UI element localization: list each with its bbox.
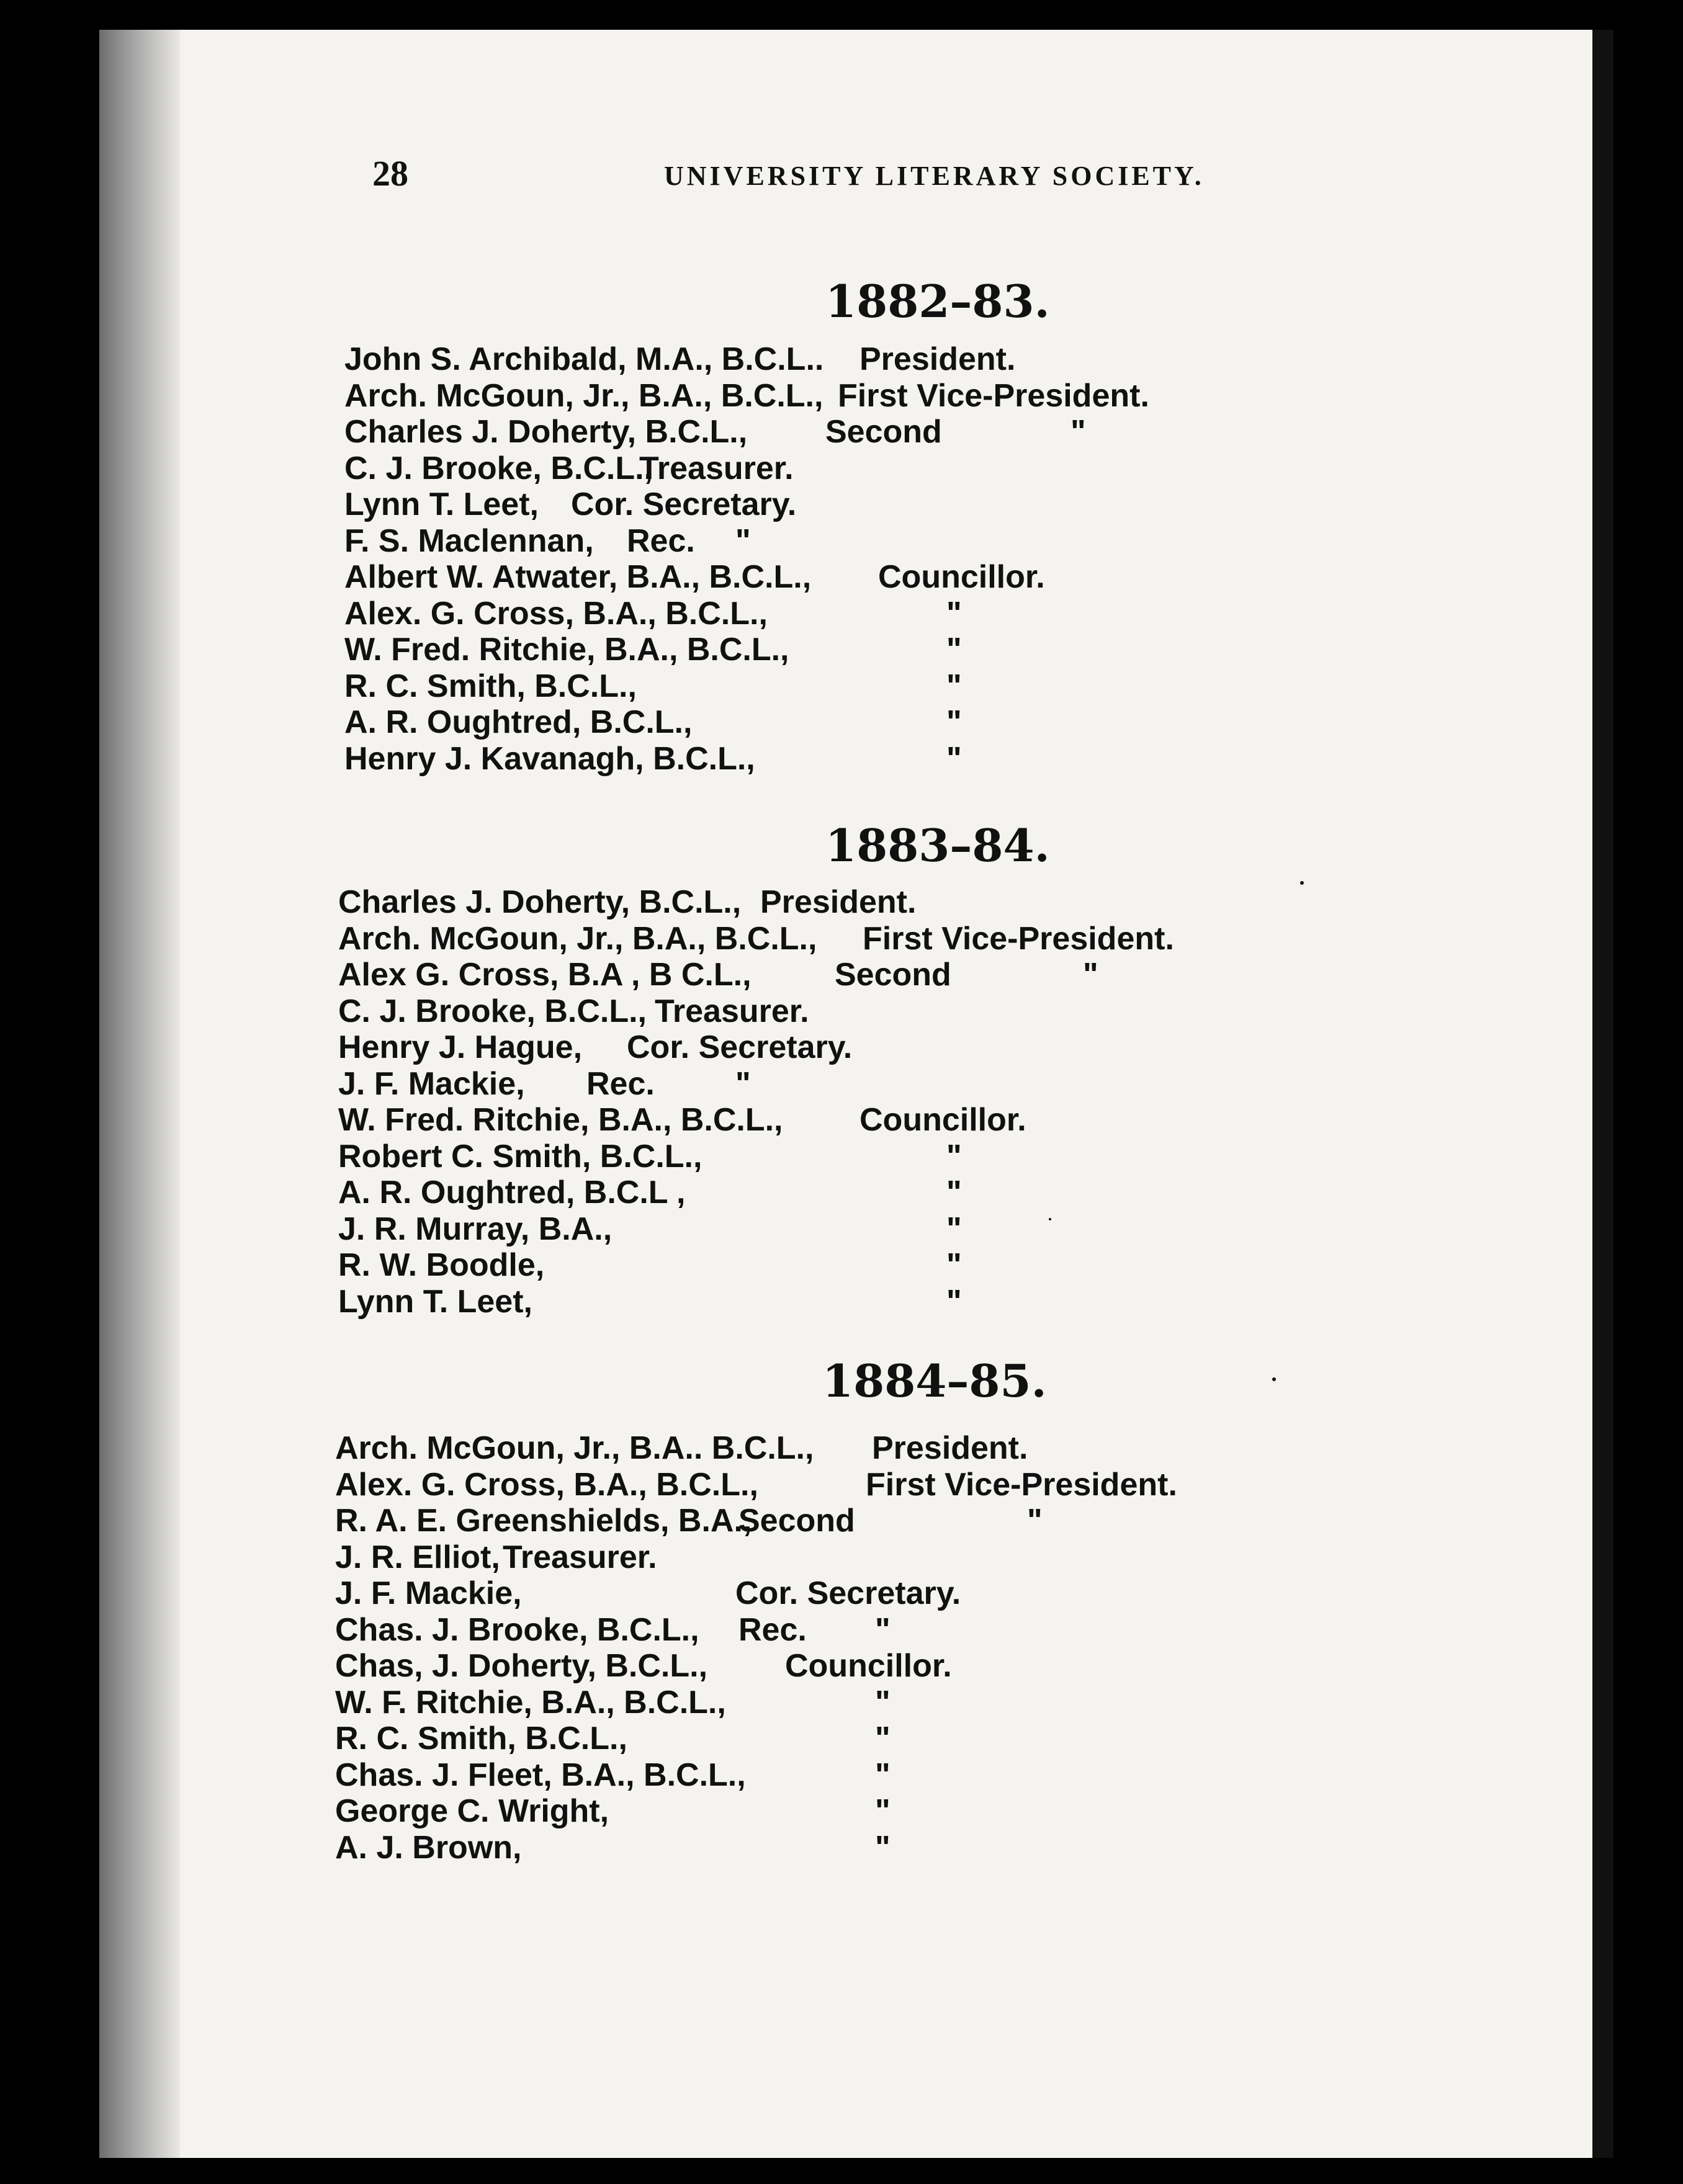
officer-role: President.: [859, 341, 1016, 377]
officer-name: Lynn T. Leet,: [338, 1283, 532, 1320]
officer-entry: [99, 667, 1589, 705]
officer-role: Councillor.: [878, 559, 1045, 595]
ditto-mark: ": [946, 704, 962, 740]
ditto-mark: ": [875, 1757, 891, 1793]
officer-name: R. W. Boodle,: [338, 1247, 545, 1283]
ditto-mark: ": [735, 522, 751, 559]
officer-role: President.: [760, 884, 917, 920]
officer-role: First Vice-President.: [863, 920, 1174, 957]
officer-entry: [99, 992, 1589, 1031]
officer-role: First Vice-President.: [866, 1466, 1177, 1503]
officer-name: W. Fred. Ritchie, B.A., B.C.L.,: [338, 1102, 783, 1138]
officer-name: Henry J. Kavanagh, B.C.L.,: [344, 740, 755, 777]
officer-role: Cor. Secretary.: [735, 1575, 961, 1611]
section-year-heading: 1882–83.: [825, 275, 1050, 328]
ditto-mark: ": [946, 1211, 962, 1247]
ditto-mark: ": [875, 1829, 891, 1866]
ditto-mark: ": [1070, 414, 1086, 450]
officer-role: Second: [825, 414, 942, 450]
officer-entry: [99, 413, 1589, 451]
officer-role: First Vice-President.: [838, 377, 1149, 414]
ditto-mark: ": [946, 668, 962, 704]
officer-name: R. C. Smith, B.C.L.,: [335, 1721, 627, 1757]
officer-role: President.: [872, 1430, 1028, 1466]
officer-role: Second: [835, 957, 951, 993]
officer-role: Cor. Secretary.: [571, 486, 797, 522]
officer-name: Alex G. Cross, B.A , B C.L.,: [338, 957, 752, 993]
ditto-mark: ": [946, 632, 962, 668]
officer-name: George C. Wright,: [335, 1793, 609, 1829]
officer-entry: [99, 1246, 1589, 1284]
officer-name: Albert W. Atwater, B.A., B.C.L.,: [344, 559, 812, 595]
officer-role: Rec.: [586, 1065, 655, 1102]
officer-name: Alex. G. Cross, B.A., B.C.L.,: [335, 1466, 758, 1503]
officer-entry: [99, 1282, 1589, 1321]
officer-name: J. F. Mackie,: [338, 1065, 525, 1102]
section-year-heading: 1884–85.: [822, 1354, 1047, 1407]
officer-entry: [99, 883, 1589, 921]
officer-name: John S. Archibald, M.A., B.C.L..: [344, 341, 824, 377]
ditto-mark: ": [875, 1721, 891, 1757]
officer-name: Chas. J. Fleet, B.A., B.C.L.,: [335, 1757, 746, 1793]
officer-entry: [99, 1101, 1589, 1139]
officer-entry: [99, 449, 1589, 488]
officer-entry: [99, 1028, 1589, 1067]
officer-entry: [99, 558, 1589, 596]
officer-name: Charles J. Doherty, B.C.L.,: [344, 414, 748, 450]
officer-name: Arch. McGoun, Jr., B.A.. B.C.L.,: [335, 1430, 814, 1466]
ditto-mark: ": [735, 1065, 751, 1102]
officer-name: Alex. G. Cross, B.A., B.C.L.,: [344, 595, 768, 632]
officer-name: Robert C. Smith, B.C.L.,: [338, 1138, 702, 1175]
officer-role: Treasurer.: [655, 993, 809, 1029]
officer-name: J. F. Mackie,: [335, 1575, 522, 1611]
officer-entry: [99, 1719, 1589, 1758]
officer-entry: [99, 740, 1589, 778]
officer-entry: [99, 1065, 1589, 1103]
officer-entry: [99, 1429, 1589, 1467]
officer-name: Charles J. Doherty, B.C.L.,: [338, 884, 742, 920]
ditto-mark: ": [946, 740, 962, 777]
ditto-mark: ": [875, 1793, 891, 1829]
officer-role: Cor. Secretary.: [627, 1029, 853, 1065]
officer-entry: [99, 594, 1589, 633]
officer-entry: [99, 956, 1589, 994]
officer-name: Lynn T. Leet,: [344, 486, 539, 522]
officer-name: A. R. Oughtred, B.C.L ,: [338, 1175, 686, 1211]
book-page: [99, 30, 1613, 2158]
officer-name: Chas. J. Brooke, B.C.L.,: [335, 1611, 699, 1648]
officer-entry: [99, 1210, 1589, 1248]
officer-name: C. J. Brooke, B.C.L.,: [338, 993, 647, 1029]
officer-entry: [99, 1611, 1589, 1649]
ditto-mark: ": [946, 595, 962, 632]
officer-entry: [99, 920, 1589, 958]
officer-entry: [99, 377, 1589, 415]
officer-entry: [99, 522, 1589, 560]
officer-entry: [99, 1647, 1589, 1685]
officer-entry: [99, 630, 1589, 669]
ditto-mark: ": [946, 1247, 962, 1283]
page-edge: [1592, 30, 1613, 2158]
officer-name: C. J. Brooke, B.C.L.,: [344, 450, 653, 486]
officer-name: Arch. McGoun, Jr., B.A., B.C.L.,: [344, 377, 824, 414]
officer-entry: [99, 485, 1589, 524]
print-speck: [1272, 1377, 1276, 1381]
ditto-mark: ": [946, 1283, 962, 1320]
officer-entry: [99, 1683, 1589, 1722]
ditto-mark: ": [1083, 957, 1098, 993]
officer-entry: [99, 1137, 1589, 1176]
officer-name: Chas, J. Doherty, B.C.L.,: [335, 1648, 708, 1684]
officer-entry: [99, 1574, 1589, 1613]
officer-name: Arch. McGoun, Jr., B.A., B.C.L.,: [338, 920, 817, 957]
officer-entry: [99, 1538, 1589, 1577]
ditto-mark: ": [875, 1611, 891, 1648]
officer-entry: [99, 703, 1589, 741]
officer-name: Henry J. Hague,: [338, 1029, 583, 1065]
ditto-mark: ": [875, 1684, 891, 1721]
officer-name: R. A. E. Greenshields, B.A.,: [335, 1503, 752, 1539]
officer-entry: [99, 1828, 1589, 1867]
officer-role: Second: [738, 1503, 855, 1539]
officer-entry: [99, 1792, 1589, 1830]
officer-name: W. F. Ritchie, B.A., B.C.L.,: [335, 1684, 726, 1721]
ditto-mark: ": [946, 1175, 962, 1211]
officer-role: Rec.: [627, 522, 695, 559]
officer-entry: [99, 1756, 1589, 1794]
print-speck: [1049, 1218, 1051, 1220]
officer-role: Councillor.: [859, 1102, 1026, 1138]
ditto-mark: ": [1027, 1503, 1043, 1539]
officer-entry: [99, 1502, 1589, 1540]
officer-name: A. R. Oughtred, B.C.L.,: [344, 704, 693, 740]
officer-name: F. S. Maclennan,: [344, 522, 594, 559]
officer-entry: [99, 1466, 1589, 1504]
running-title: UNIVERSITY LITERARY SOCIETY.: [664, 161, 1205, 191]
print-speck: [1300, 881, 1304, 885]
officer-name: R. C. Smith, B.C.L.,: [344, 668, 637, 704]
ditto-mark: ": [946, 1138, 962, 1175]
officer-role: Rec.: [738, 1611, 807, 1648]
officer-role: Treasurer.: [503, 1539, 657, 1575]
officer-name: A. J. Brown,: [335, 1829, 522, 1866]
officer-entry: [99, 340, 1589, 378]
officer-role: Councillor.: [785, 1648, 952, 1684]
page-number: 28: [372, 153, 408, 194]
officer-role: Treasurer.: [639, 450, 794, 486]
officer-name: J. R. Elliot,: [335, 1539, 500, 1575]
officer-name: J. R. Murray, B.A.,: [338, 1211, 613, 1247]
officer-name: W. Fred. Ritchie, B.A., B.C.L.,: [344, 632, 789, 668]
officer-entry: [99, 1173, 1589, 1212]
section-year-heading: 1883–84.: [825, 819, 1050, 872]
